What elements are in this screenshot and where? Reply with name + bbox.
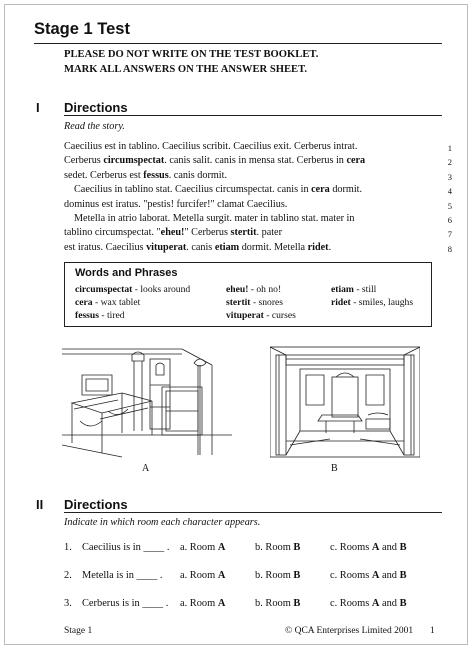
option-c: c. Rooms A and B (330, 542, 407, 553)
story-line (64, 140, 452, 154)
story-line (64, 154, 452, 168)
option-b: b. Room B (255, 542, 301, 553)
words-and-phrases-box (64, 262, 432, 327)
option-c: c. Rooms A and B (330, 598, 407, 609)
title-divider (34, 43, 442, 44)
vocab-item: eheu! - oh no! (226, 284, 282, 295)
story-line (64, 226, 452, 240)
line-number: 7 (447, 229, 452, 240)
section-2-title: Directions (64, 497, 128, 512)
section-1-divider (64, 115, 442, 116)
story-line (64, 241, 452, 255)
line-number: 1 (447, 143, 452, 153)
section-2-divider (64, 512, 442, 513)
section-1-number: I (36, 100, 40, 115)
story-line-text: Caecilius est in tablino. Caecilius scribit. Caecilius exit. Cerberus intrat. (64, 141, 358, 152)
vocab-item: stertit - snores (226, 297, 284, 308)
story-line-text: tablino circumspectat. "eheu!" Cerberus stertit. pater (64, 227, 282, 239)
footer-left: Stage 1 (64, 626, 93, 636)
notice-line-1: PLEASE DO NOT WRITE ON THE TEST BOOKLET. (64, 49, 319, 60)
section-2-instruction: Indicate in which room each character appears. (64, 517, 261, 528)
story-line (64, 183, 452, 197)
page-title: Stage 1 Test (34, 20, 130, 38)
line-number: 3 (447, 171, 452, 182)
question-number: 1. (64, 542, 72, 553)
option-c: c. Rooms A and B (330, 570, 407, 581)
question-stem: Caecilius is in ____ . (82, 542, 170, 553)
section-1-title: Directions (64, 100, 128, 115)
room-a-illustration (62, 345, 232, 460)
words-and-phrases-title: Words and Phrases (75, 267, 178, 279)
vocab-item: ridet - smiles, laughs (331, 297, 414, 308)
vocab-item: circumspectat - looks around (75, 284, 191, 295)
vocab-item: fessus - tired (75, 310, 125, 321)
footer-copyright: © QCA Enterprises Limited 2001 (285, 626, 414, 636)
footer-page-number: 1 (430, 626, 435, 636)
vocab-item: cera - wax tablet (75, 297, 141, 308)
question-number: 2. (64, 570, 72, 581)
room-b-illustration (270, 345, 420, 460)
story-line-text: Metella in atrio laborat. Metella surgit. mater in tablino stat. mater in (74, 212, 355, 224)
room-a-label: A (142, 463, 150, 474)
section-2-number: II (36, 497, 44, 512)
story-line-text: Caecilius in tablino stat. Caecilius circumspectat. canis in cera dormit. (74, 184, 363, 196)
vocab-item: vituperat - curses (226, 310, 296, 321)
line-number: 8 (447, 243, 452, 254)
line-number: 2 (447, 157, 452, 168)
option-a: a. Room A (180, 542, 226, 553)
story-line (64, 169, 452, 183)
story-line-text: dominus est iratus. "pestis! furcifer!" clamat Caecilius. (64, 198, 288, 210)
section-1-instruction: Read the story. (64, 121, 125, 132)
option-a: a. Room A (180, 570, 226, 581)
vocab-item: etiam - still (331, 284, 377, 295)
story-line (64, 212, 452, 226)
question-number: 3. (64, 598, 72, 609)
option-b: b. Room B (255, 570, 301, 581)
test-notice (64, 47, 318, 77)
option-a: a. Room A (180, 598, 226, 609)
question-stem: Metella is in ____ . (82, 570, 163, 581)
story-line (64, 198, 452, 212)
option-b: b. Room B (255, 598, 301, 609)
story-line-text: sedet. Cerberus est fessus. canis dormit. (64, 169, 227, 181)
line-number: 6 (447, 214, 452, 225)
line-number: 4 (447, 186, 452, 197)
line-number: 5 (447, 200, 452, 211)
story-line-text: Cerberus circumspectat. canis salit. canis in mensa stat. Cerberus in cera (64, 155, 366, 167)
room-b-label: B (331, 463, 338, 474)
story-text (64, 140, 452, 255)
notice-line-2: MARK ALL ANSWERS ON THE ANSWER SHEET. (64, 64, 308, 75)
question-stem: Cerberus is in ____ . (82, 598, 169, 609)
story-line-text: est iratus. Caecilius vituperat. canis etiam dormit. Metella ridet. (64, 241, 332, 253)
